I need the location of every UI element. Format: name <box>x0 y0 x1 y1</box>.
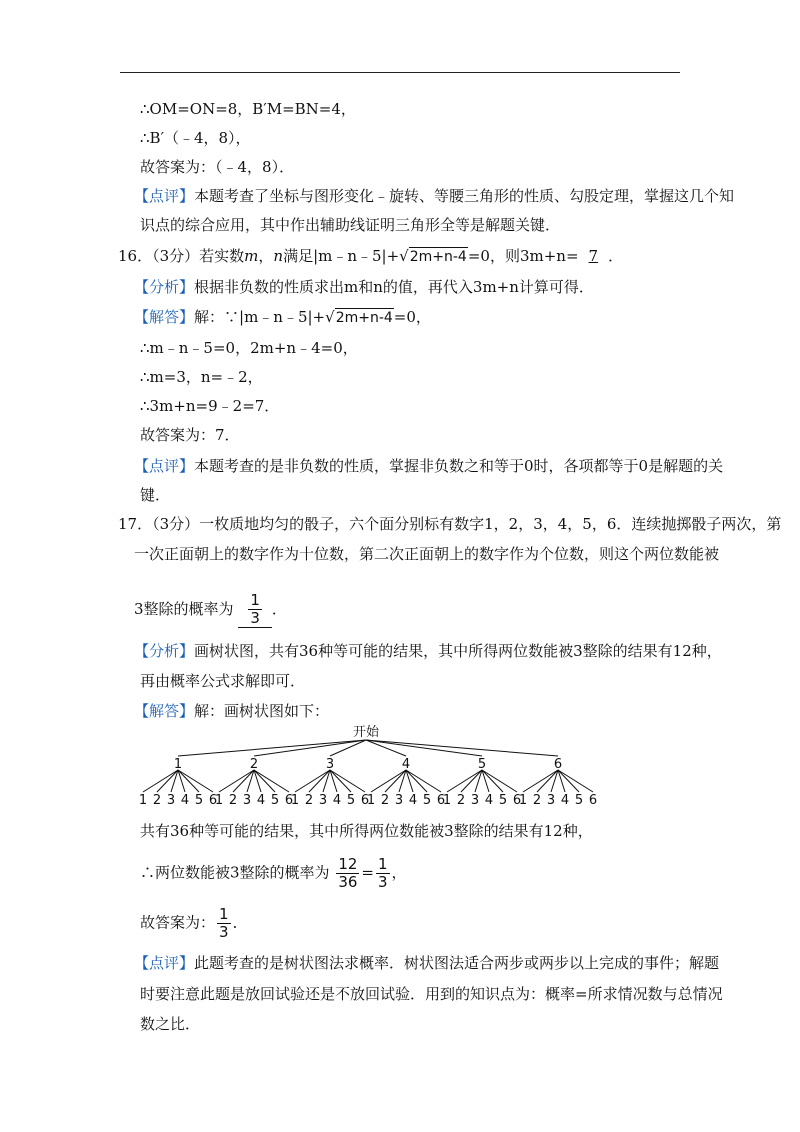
tree-node-level-2: 2 <box>532 793 542 808</box>
tree-node-level-2: 4 <box>484 793 494 808</box>
q16-end: ． <box>608 247 624 265</box>
tree-node-level-1: 3 <box>325 757 335 772</box>
review-tag: 【点评】 <box>134 954 195 972</box>
top-line-1: ∴OM=ON=8，B′M=BN=4， <box>140 100 356 118</box>
tree-node-level-2: 5 <box>194 793 204 808</box>
q17-review-3: 数之比． <box>140 1015 201 1033</box>
q17-probability: ∴两位数能被3整除的概率为 $\frac{12}{36}$ = $\frac{1}{3}$ ， <box>140 855 407 891</box>
q17-line3-prefix: 3整除的概率为 <box>134 600 234 618</box>
tree-node-level-2: 4 <box>560 793 570 808</box>
tree-node-level-2: 2 <box>228 793 238 808</box>
frac-denominator: 3 <box>250 609 260 627</box>
q17-solution <box>134 700 329 722</box>
tree-diagram <box>130 722 620 814</box>
q17-analysis-2: 再由概率公式求解即可． <box>140 672 306 690</box>
q16-analysis <box>134 276 594 298</box>
review-text: 此题考查的是树状图法求概率．树状图法适合两步或两步以上完成的事件；解题 <box>194 954 720 972</box>
final-end: ． <box>232 913 248 932</box>
q17-after-tree: 共有36种等可能的结果，其中所得两位数能被3整除的结果有12种， <box>140 822 593 840</box>
q17-analysis-1 <box>134 640 722 662</box>
tree-node-level-2: 2 <box>380 793 390 808</box>
frac-numerator: 1 <box>250 591 260 609</box>
top-review-1 <box>134 185 734 207</box>
sqrt-expression: 2m+n-4 <box>409 249 467 265</box>
header-rule <box>120 72 680 73</box>
tree-level-2 <box>139 793 597 808</box>
var-n: n <box>273 247 284 265</box>
prob-fraction <box>336 856 359 891</box>
frac-denominator: 3 <box>219 923 229 941</box>
tree-node-level-2: 3 <box>470 793 480 808</box>
tree-node-level-2: 3 <box>242 793 252 808</box>
tree-node-level-2: 6 <box>208 793 218 808</box>
tree-node-level-2: 4 <box>180 793 190 808</box>
q16-answer: 7 <box>588 247 599 265</box>
q17-line3-end: ． <box>271 600 287 618</box>
analysis-tag: 【分析】 <box>134 642 195 660</box>
tree-node-level-2: 5 <box>422 793 432 808</box>
q17-final <box>140 906 248 941</box>
frac-numerator: 1 <box>378 855 388 873</box>
tree-node-level-2: 3 <box>546 793 556 808</box>
tree-node-level-2: 6 <box>284 793 294 808</box>
frac-numerator: 12 <box>338 855 358 873</box>
q16-suffix: =0，则3m+n= <box>467 247 579 265</box>
review-tag: 【点评】 <box>134 187 195 205</box>
tree-node-level-2: 1 <box>138 793 148 808</box>
prob-simplified-fraction <box>376 856 390 891</box>
q16-stem: 16．（3分）若实数m，n满足|m﹣n﹣5|+√2m+n-4=0，则3m+n= 7 ． <box>118 247 624 265</box>
tree-node-level-2: 2 <box>456 793 466 808</box>
sqrt-sign: √ <box>325 308 335 326</box>
tree-node-level-1: 6 <box>553 757 563 772</box>
solution-head: 解：画树状图如下： <box>194 702 330 720</box>
q16-mid: 满足|m﹣n﹣5|+ <box>283 247 400 265</box>
tree-node-level-2: 5 <box>574 793 584 808</box>
q17-stem-2: 一次正面朝上的数字作为十位数，第二次正面朝上的数字作为个位数，则这个两位数能被 <box>134 545 720 563</box>
q16-review-2: 键． <box>140 486 171 504</box>
q17-answer-fraction <box>248 592 262 627</box>
tree-node-level-2: 1 <box>214 793 224 808</box>
tree-node-level-2: 3 <box>166 793 176 808</box>
q17-review-1 <box>134 952 719 974</box>
top-review-2: 识点的综合应用，其中作出辅助线证明三角形全等是解题关键． <box>140 216 561 234</box>
prob-prefix: ∴两位数能被3整除的概率为 <box>140 863 330 882</box>
tree-branches <box>143 740 593 792</box>
tree-node-level-1: 2 <box>249 757 259 772</box>
tree-node-level-2: 6 <box>360 793 370 808</box>
tree-level-1 <box>174 757 562 772</box>
tree-node-level-2: 4 <box>256 793 266 808</box>
final-prefix: 故答案为： <box>140 913 216 932</box>
review-text: 本题考查了坐标与图形变化﹣旋转、等腰三角形的性质、勾股定理，掌握这几个知 <box>194 187 735 205</box>
tree-node-level-2: 5 <box>498 793 508 808</box>
tree-node-level-2: 6 <box>436 793 446 808</box>
tree-node-level-1: 5 <box>477 757 487 772</box>
review-tag: 【点评】 <box>134 457 195 475</box>
tree-node-level-2: 1 <box>366 793 376 808</box>
solution-tag: 【解答】 <box>134 308 195 326</box>
prob-end: ， <box>391 863 407 882</box>
tree-node-level-2: 3 <box>394 793 404 808</box>
top-line-2: ∴B′（﹣4，8）， <box>140 129 251 147</box>
var-m: m <box>244 247 259 265</box>
solution-head-end: =0， <box>393 308 431 326</box>
tree-node-level-2: 6 <box>588 793 598 808</box>
q17-stem-3 <box>134 592 287 628</box>
tree-node-level-1: 1 <box>173 757 183 772</box>
tree-node-level-2: 2 <box>304 793 314 808</box>
tree-node-level-2: 6 <box>512 793 522 808</box>
frac-numerator: 1 <box>219 905 229 923</box>
solution-head: 解：∵|m﹣n﹣5|+ <box>194 308 326 326</box>
tree-node-level-2: 1 <box>518 793 528 808</box>
sqrt-expression: 2m+n-4 <box>335 310 393 326</box>
q16-step-1: ∴m﹣n﹣5=0，2m+n﹣4=0， <box>140 339 358 357</box>
q16-solution <box>134 306 431 328</box>
tree-root-label: 开始 <box>352 725 380 740</box>
q16-review-1 <box>134 455 723 477</box>
tree-node-level-2: 2 <box>152 793 162 808</box>
tree-node-level-2: 5 <box>346 793 356 808</box>
analysis-tag: 【分析】 <box>134 278 195 296</box>
q17-stem-1: 17．（3分）一枚质地均匀的骰子，六个面分别标有数字1，2，3，4，5，6．连续抛掷骰子两次，第 <box>118 515 782 533</box>
tree-node-level-2: 1 <box>290 793 300 808</box>
tree-node-level-2: 5 <box>270 793 280 808</box>
q16-prefix: 16．（3分）若实数 <box>118 247 245 265</box>
analysis-text: 画树状图，共有36种等可能的结果，其中所得两位数能被3整除的结果有12种， <box>194 642 722 660</box>
frac-denominator: 3 <box>378 873 388 891</box>
q16-step-4: 故答案为：7． <box>140 426 240 444</box>
tree-node-level-2: 4 <box>332 793 342 808</box>
q17-answer-blank <box>238 592 272 628</box>
review-text: 本题考查的是非负数的性质，掌握非负数之和等于0时，各项都等于0是解题的关 <box>194 457 724 475</box>
tree-node-level-2: 3 <box>318 793 328 808</box>
final-fraction <box>217 906 231 941</box>
tree-node-level-2: 1 <box>442 793 452 808</box>
sqrt-sign: √ <box>399 247 409 265</box>
q17-review-2: 时要注意此题是放回试验还是不放回试验．用到的知识点为：概率=所求情况数与总情况 <box>140 985 723 1003</box>
solution-tag: 【解答】 <box>134 702 195 720</box>
top-line-3: 故答案为：（﹣4，8）． <box>140 158 295 176</box>
tree-node-level-2: 4 <box>408 793 418 808</box>
q16-step-2: ∴m=3，n=﹣2， <box>140 368 263 386</box>
q16-step-3: ∴3m+n=9﹣2=7． <box>140 397 280 415</box>
tree-node-level-1: 4 <box>401 757 411 772</box>
analysis-text: 根据非负数的性质求出m和n的值，再代入3m+n计算可得． <box>194 278 594 296</box>
frac-denominator: 36 <box>338 873 358 891</box>
